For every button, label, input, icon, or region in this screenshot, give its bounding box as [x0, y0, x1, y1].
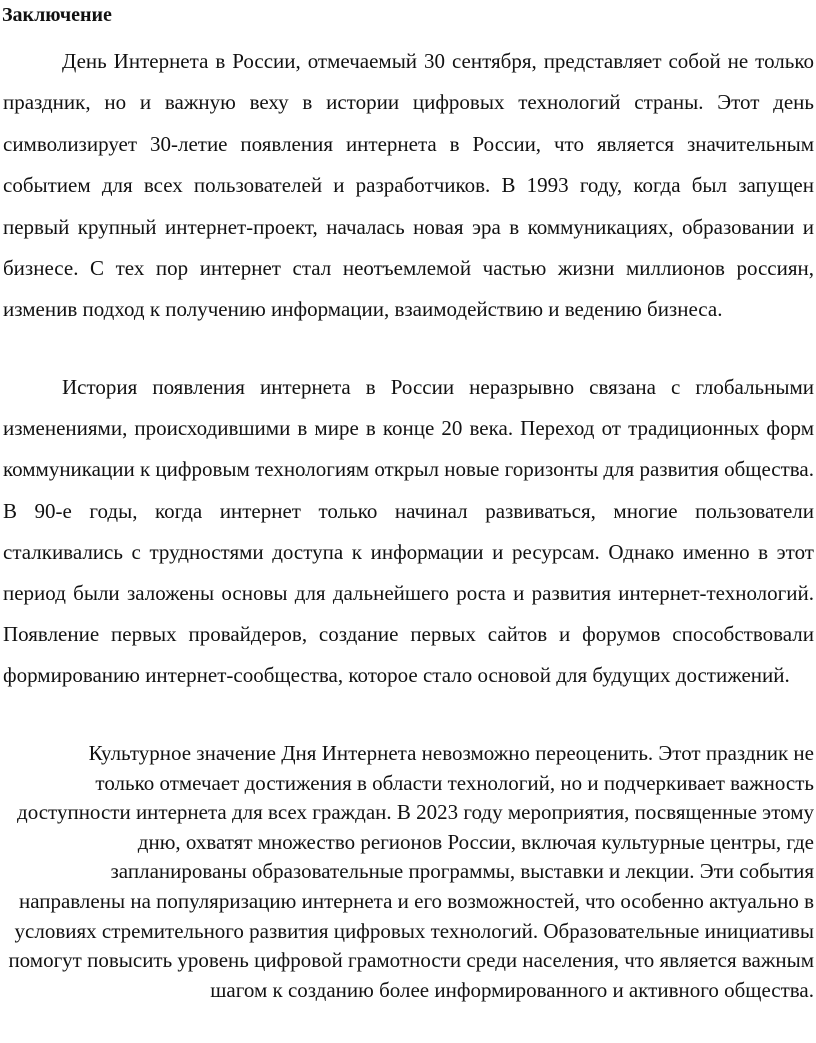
- paragraph-2: История появления интернета в России неразрывно связана с глобальными изменениями, происходившими в мире в конце 20 века. Переход от традиционных форм коммуникации к цифровым технологиям открыл новые горизонты для развития общества. В 90-е годы, когда интернет только начинал развиваться, многие пользователи сталкивались с трудностями доступа к информации и ресурсам. Однако именно в этот период были заложены основы для дальнейшего роста и развития интернет-технологий. Появление первых провайдеров, создание первых сайтов и форумов способствовали формированию интернет-сообщества, которое стало основой для будущих достижений.: [3, 375, 814, 688]
- section-heading: Заключение: [2, 4, 112, 26]
- paragraph-3: Культурное значение Дня Интернета невозможно переоценить. Этот праздник не только отмечает достижения в области технологий, но и подчеркивает важность доступности интернета для всех граждан. В 2023 году мероприятия, посвященные этому дню, охватят множество регионов России, включая культурные центры, где запланированы образовательные программы, выставки и лекции. Эти события направлены на популяризацию интернета и его возможностей, что особенно актуально в условиях стремительного развития цифровых технологий. Образовательные инициативы помогут повысить уровень цифровой грамотности среди населения, что является важным шагом к созданию более информированного и активного общества.: [8, 741, 814, 1002]
- paragraph-1: День Интернета в России, отмечаемый 30 сентября, представляет собой не только праздник, но и важную веху в истории цифровых технологий страны. Этот день символизирует 30-летие появления интернета в России, что является значительным событием для всех пользователей и разработчиков. В 1993 году, когда был запущен первый крупный интернет-проект, началась новая эра в коммуникациях, образовании и бизнесе. С тех пор интернет стал неотъемлемой частью жизни миллионов россиян, изменив подход к получению информации, взаимодействию и ведению бизнеса.: [3, 49, 814, 322]
